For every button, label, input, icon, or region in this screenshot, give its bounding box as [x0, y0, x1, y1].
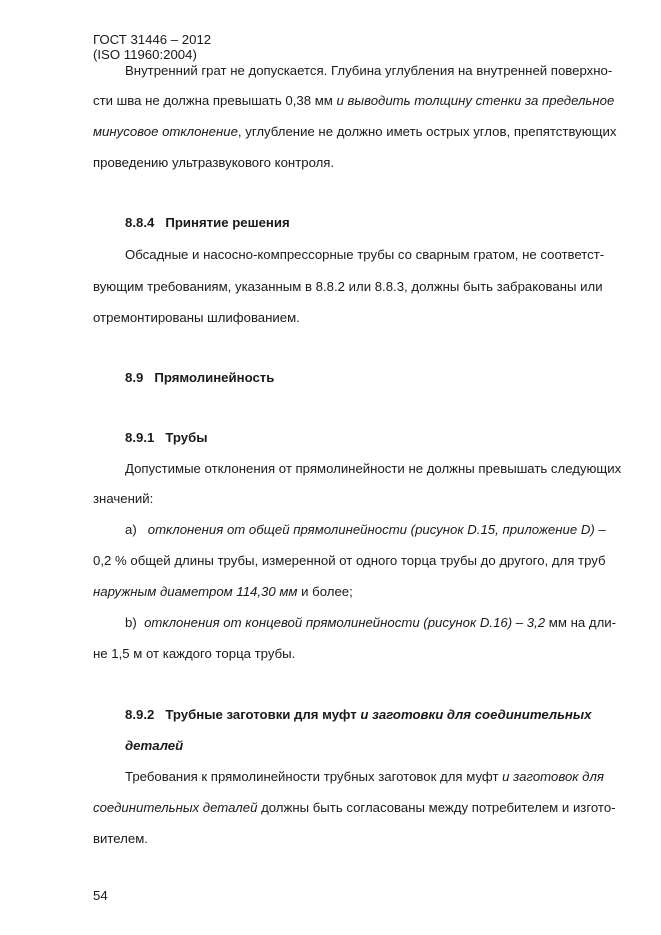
paragraph-line: значений:: [93, 491, 154, 506]
section-heading-continuation: деталей: [125, 738, 184, 753]
paragraph-line: соединительных деталей должны быть согласованы между потребителем и изгото-: [93, 800, 616, 815]
section-heading-8-8-4: 8.8.4 Принятие решения: [125, 215, 290, 230]
section-heading-8-9-1: 8.9.1 Трубы: [125, 430, 208, 445]
list-item-b: b) отклонения от концевой прямолинейности (рисунок D.16) – 3,2 мм на дли-: [125, 615, 617, 630]
paragraph-line: Требования к прямолинейности трубных заготовок для муфт и заготовок для: [125, 769, 604, 784]
standard-designation: ГОСТ 31446 – 2012: [93, 32, 212, 47]
paragraph-line: наружным диаметром 114,30 мм и более;: [93, 584, 353, 599]
paragraph-line: проведению ультразвукового контроля.: [93, 155, 335, 170]
paragraph-line: вующим требованиям, указанным в 8.8.2 или 8.8.3, должны быть забракованы или: [93, 279, 603, 294]
iso-reference: (ISO 11960:2004): [93, 47, 197, 62]
paragraph-line: Допустимые отклонения от прямолинейности не должны превышать следующих: [125, 461, 622, 476]
list-item-a: а) отклонения от общей прямолинейности (рисунок D.15, приложение D) –: [125, 522, 606, 537]
paragraph-line: 0,2 % общей длины трубы, измеренной от одного торца трубы до другого, для труб: [93, 553, 606, 568]
paragraph-line: сти шва не должна превышать 0,38 мм и выводить толщину стенки за предельное: [93, 93, 615, 108]
paragraph-line: Обсадные и насосно-компрессорные трубы со сварным гратом, не соответст-: [125, 247, 605, 262]
section-heading-8-9: 8.9 Прямолинейность: [125, 370, 275, 385]
paragraph-line: вителем.: [93, 831, 148, 846]
paragraph-line: отремонтированы шлифованием.: [93, 310, 300, 325]
paragraph-line: минусовое отклонение, углубление не должно иметь острых углов, препятствующих: [93, 124, 617, 139]
page-number: 54: [93, 888, 108, 903]
paragraph-line: не 1,5 м от каждого торца трубы.: [93, 646, 296, 661]
section-heading-8-9-2: 8.9.2 Трубные заготовки для муфт и заготовки для соединительных: [125, 707, 592, 722]
paragraph-line: Внутренний грат не допускается. Глубина углубления на внутренней поверхно-: [125, 63, 613, 78]
